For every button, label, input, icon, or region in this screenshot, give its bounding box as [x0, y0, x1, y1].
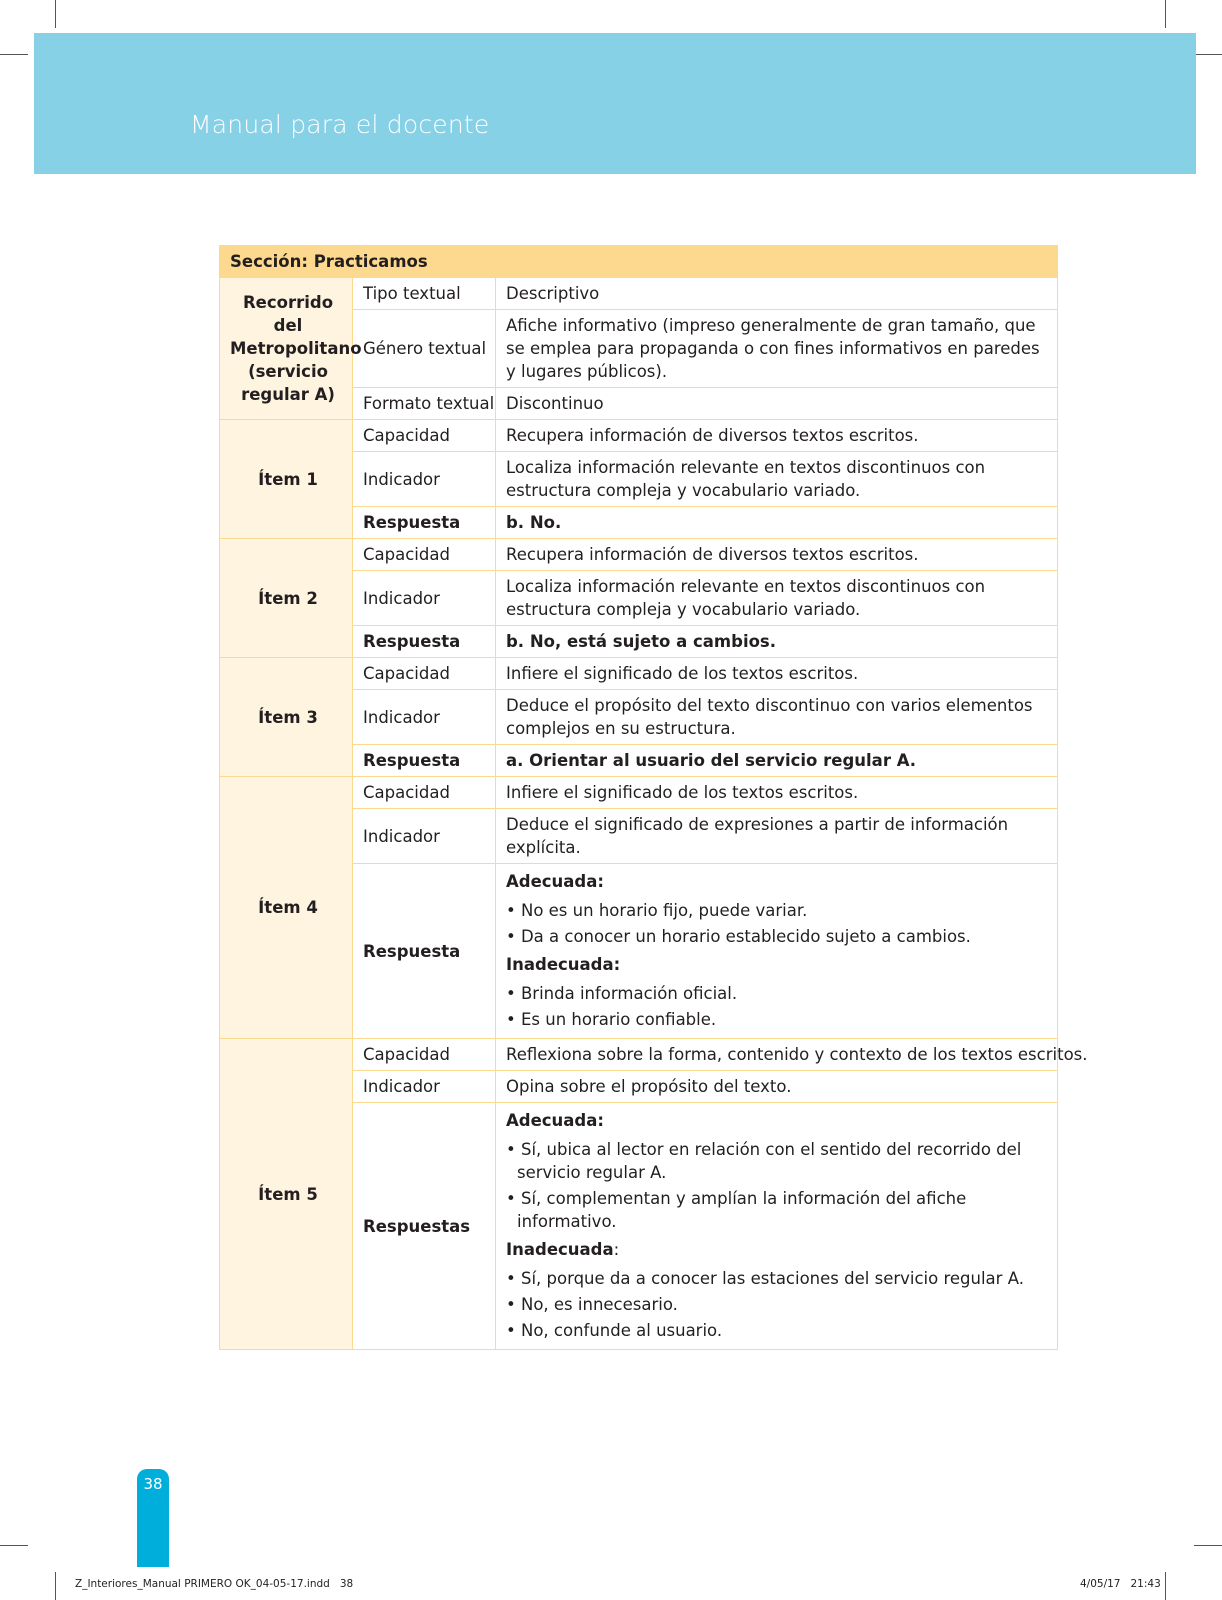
- capacidad-label: Capacidad: [353, 658, 496, 690]
- text-title-line: Recorrido del: [242, 293, 334, 335]
- table-row: [220, 539, 1058, 571]
- indicador-label: Indicador: [353, 452, 496, 507]
- page-number: 38: [143, 1475, 163, 1493]
- text-title-line: regular A): [241, 385, 335, 404]
- indicador-value: Localiza información relevante en textos discontinuos con estructura compleja y vocabulario variado.: [496, 452, 1058, 507]
- table-row: [220, 278, 1058, 310]
- text-title-line: Metropolitano: [230, 339, 362, 358]
- list-item: • Brinda información oficial.: [506, 984, 738, 1003]
- respuesta-value: a. Orientar al usuario del servicio regular A.: [496, 745, 1058, 777]
- respuesta-label: Respuesta: [353, 626, 496, 658]
- list-item: • No es un horario fijo, puede variar.: [506, 901, 808, 920]
- page-header-title: Manual para el docente: [190, 110, 490, 139]
- print-file-info: Z_Interiores_Manual PRIMERO OK_04-05-17.indd 38: [75, 1578, 354, 1590]
- item-name: Ítem 5: [220, 1039, 353, 1350]
- table-row: [220, 777, 1058, 809]
- indicador-label: Indicador: [353, 1071, 496, 1103]
- row-label: Formato textual: [353, 388, 496, 420]
- list-item: • Sí, ubica al lector en relación con el sentido del recorrido del servicio regular A.: [506, 1140, 1022, 1182]
- section-title: Sección: Practicamos: [220, 246, 1058, 278]
- rubric-table: [219, 245, 1088, 1350]
- indicador-label: Indicador: [353, 571, 496, 626]
- crop-mark: [1165, 1572, 1166, 1600]
- respuesta-label: Respuesta: [353, 745, 496, 777]
- capacidad-value: Recupera información de diversos textos escritos.: [496, 420, 1058, 452]
- crop-mark: [55, 1572, 56, 1600]
- crop-mark: [0, 54, 28, 55]
- inadecuada-colon: :: [613, 1240, 620, 1259]
- list-item: • No, confunde al usuario.: [506, 1321, 723, 1340]
- header-band: [34, 33, 1196, 174]
- crop-mark: [1165, 0, 1166, 28]
- row-label: Género textual: [353, 310, 496, 388]
- list-item: • Es un horario confiable.: [506, 1010, 717, 1029]
- respuesta-value: [496, 1103, 1058, 1350]
- table-row: [220, 420, 1058, 452]
- indicador-label: Indicador: [353, 690, 496, 745]
- print-date-time: 4/05/17 21:43: [1080, 1578, 1161, 1590]
- table-row: [220, 1039, 1058, 1071]
- capacidad-label: Capacidad: [353, 777, 496, 809]
- respuesta-value: [496, 864, 1058, 1039]
- capacidad-value: Recupera información de diversos textos escritos.: [496, 539, 1058, 571]
- respuesta-label: Respuestas: [353, 1103, 496, 1350]
- indicador-value: Localiza información relevante en textos discontinuos con estructura compleja y vocabulario variado.: [496, 571, 1058, 626]
- text-title-cell: [220, 278, 362, 420]
- list-item: • Da a conocer un horario establecido sujeto a cambios.: [506, 927, 971, 946]
- table-row: [220, 658, 1058, 690]
- row-value: Discontinuo: [496, 388, 1058, 420]
- indicador-label: Indicador: [353, 809, 496, 864]
- row-value: Descriptivo: [496, 278, 1058, 310]
- text-title-line: (servicio: [248, 362, 328, 381]
- crop-mark: [1194, 1545, 1222, 1546]
- item-name: Ítem 4: [220, 777, 353, 1039]
- capacidad-value: Infiere el significado de los textos escritos.: [496, 777, 1058, 809]
- adecuada-label: Adecuada:: [506, 872, 604, 891]
- adecuada-label: Adecuada:: [506, 1111, 604, 1130]
- capacidad-label: Capacidad: [353, 539, 496, 571]
- capacidad-label: Capacidad: [353, 420, 496, 452]
- list-item: • No, es innecesario.: [506, 1295, 678, 1314]
- row-value: Afiche informativo (impreso generalmente de gran tamaño, que se emplea para propaganda o con fines informativos en paredes y lugares públicos).: [496, 310, 1058, 388]
- indicador-value: Deduce el propósito del texto discontinuo con varios elementos complejos en su estructura.: [496, 690, 1058, 745]
- crop-mark: [0, 1545, 28, 1546]
- crop-mark: [55, 0, 56, 28]
- inadecuada-label: Inadecuada:: [506, 955, 621, 974]
- row-label: Tipo textual: [353, 278, 496, 310]
- inadecuada-label: Inadecuada: [506, 1240, 614, 1259]
- indicador-value: Deduce el significado de expresiones a partir de información explícita.: [496, 809, 1058, 864]
- capacidad-value: Infiere el significado de los textos escritos.: [496, 658, 1058, 690]
- list-item: • Sí, porque da a conocer las estaciones del servicio regular A.: [506, 1269, 1024, 1288]
- respuesta-value: b. No, está sujeto a cambios.: [496, 626, 1058, 658]
- capacidad-label: Capacidad: [353, 1039, 496, 1071]
- respuesta-label: Respuesta: [353, 864, 496, 1039]
- indicador-value: Opina sobre el propósito del texto.: [496, 1071, 1058, 1103]
- section-header-row: [220, 246, 1058, 278]
- respuesta-label: Respuesta: [353, 507, 496, 539]
- item-name: Ítem 1: [220, 420, 353, 539]
- respuesta-value: b. No.: [496, 507, 1058, 539]
- item-name: Ítem 2: [220, 539, 353, 658]
- crop-mark: [1194, 54, 1222, 55]
- list-item: • Sí, complementan y amplían la información del afiche informativo.: [506, 1189, 967, 1231]
- inadecuada-heading: [506, 1236, 1051, 1264]
- item-name: Ítem 3: [220, 658, 353, 777]
- capacidad-value: Reflexiona sobre la forma, contenido y contexto de los textos escritos.: [496, 1039, 1058, 1071]
